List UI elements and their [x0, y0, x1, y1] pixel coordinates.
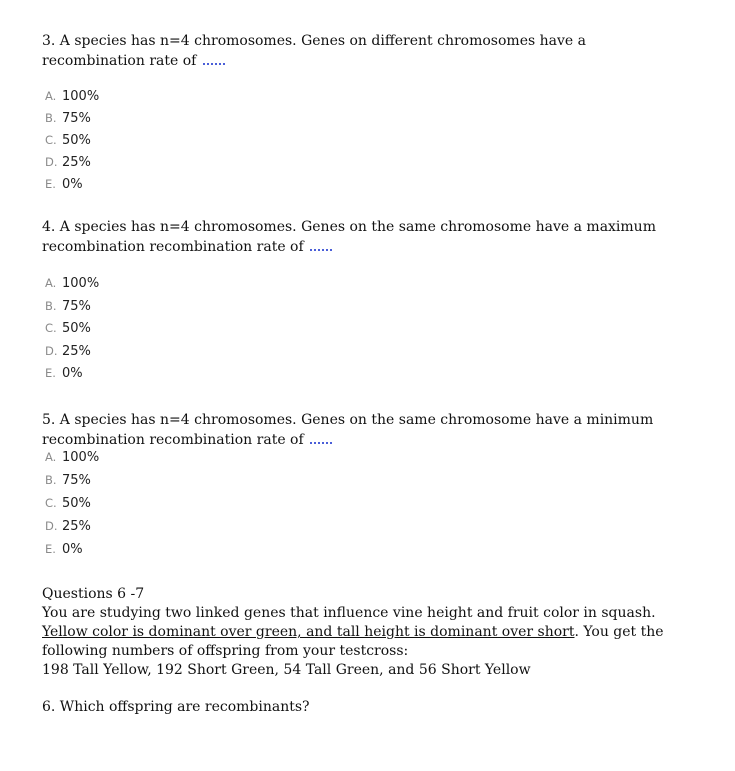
question-6: [42, 698, 682, 717]
question-5-text: 5. A species has n=4 chromosomes. Genes on the same chromosome have a minimum recombination recombination rate of: [42, 412, 654, 448]
option-d[interactable]: D. 25%: [45, 519, 91, 534]
question-3: [42, 32, 682, 71]
section-line-3: following numbers of offspring from your testcross:: [42, 643, 409, 659]
option-c[interactable]: C. 50%: [45, 496, 91, 511]
question-5-options: [45, 446, 99, 561]
answer-blank[interactable]: [310, 237, 332, 251]
option-c[interactable]: C. 50%: [45, 321, 91, 336]
answer-blank[interactable]: [310, 430, 332, 444]
option-e[interactable]: E. 0%: [45, 177, 83, 192]
question-3-options: [45, 85, 99, 195]
option-b[interactable]: B. 75%: [45, 473, 91, 488]
question-4: [42, 218, 682, 257]
question-5: [42, 411, 682, 450]
option-d[interactable]: D. 25%: [45, 343, 91, 359]
section-line-2: Yellow color is dominant over green, and tall height is dominant over short. You get the: [42, 624, 664, 640]
option-e[interactable]: E. 0%: [45, 366, 83, 381]
offspring-counts: 198 Tall Yellow, 192 Short Green, 54 Tall Green, and 56 Short Yellow: [42, 662, 531, 678]
option-c[interactable]: C. 50%: [45, 133, 91, 148]
option-e[interactable]: E. 0%: [45, 542, 83, 557]
option-b[interactable]: B. 75%: [45, 111, 91, 126]
question-3-text: 3. A species has n=4 chromosomes. Genes on different chromosomes have a recombination rate of: [42, 33, 586, 69]
option-d[interactable]: D. 25%: [45, 155, 91, 170]
answer-blank[interactable]: [203, 51, 225, 65]
question-4-text: 4. A species has n=4 chromosomes. Genes on the same chromosome have a maximum recombination recombination rate of: [42, 219, 656, 255]
question-6-text: 6. Which offspring are recombinants?: [42, 699, 310, 715]
option-b[interactable]: B. 75%: [45, 298, 91, 314]
dominance-statement: Yellow color is dominant over green, and tall height is dominant over short: [42, 624, 575, 640]
section-line-1: You are studying two linked genes that influence vine height and fruit color in squash.: [42, 605, 656, 621]
option-a[interactable]: A. 100%: [45, 89, 100, 104]
questions-6-7-section: [42, 585, 702, 680]
option-a[interactable]: A. 100%: [45, 276, 100, 291]
section-heading: Questions 6 -7: [42, 586, 145, 602]
question-4-options: [45, 272, 99, 385]
option-a[interactable]: A. 100%: [45, 450, 100, 465]
